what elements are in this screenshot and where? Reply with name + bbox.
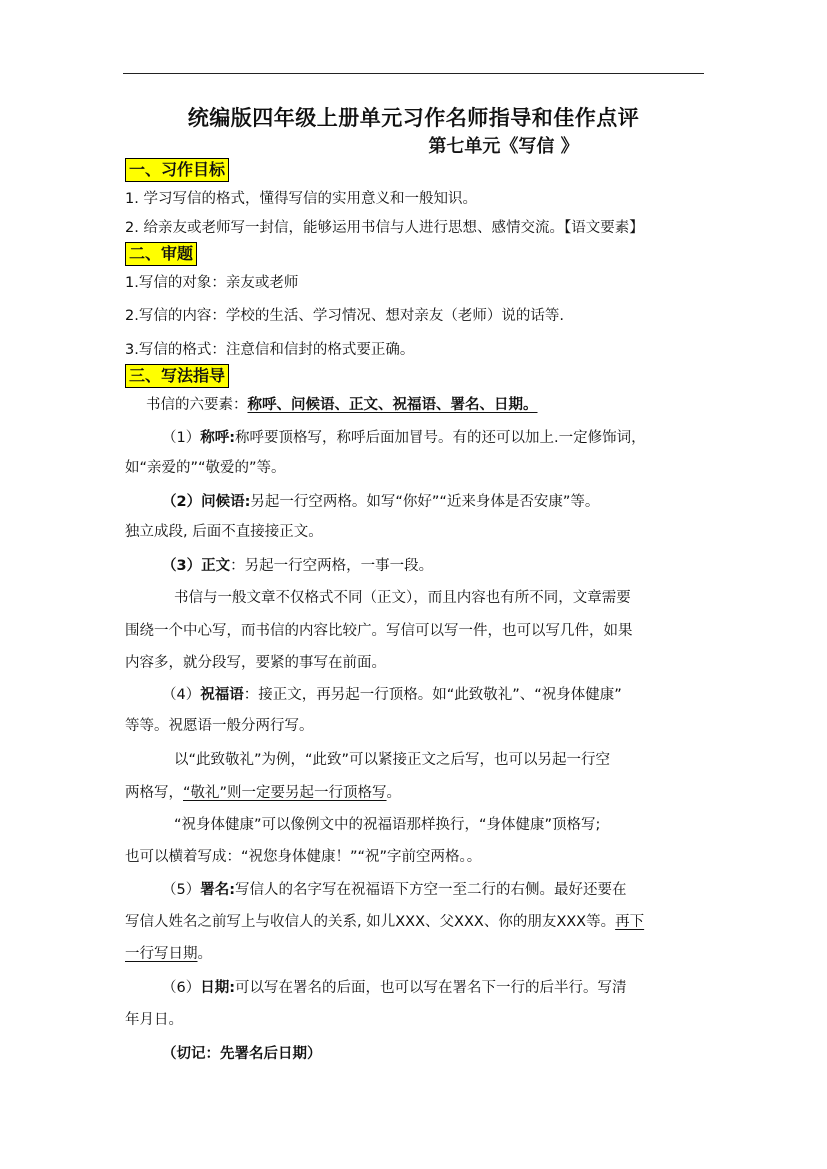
item-5-line (162, 880, 627, 900)
six-elements-line (146, 395, 538, 415)
body-paragraph-line-3: 内容多，就分段写，要紧的事写在前面。 (125, 655, 386, 671)
goal-line-2: 2. 给亲友或老师写一封信，能够运用书信与人进行思想、感情交流。【语文要素】 (125, 220, 644, 236)
greeting-example-line-1: 以“此致敬礼”为例，“此致”可以紧接正文之后写，也可以另起一行空 (174, 752, 611, 768)
greeting-example-line-2 (125, 783, 401, 803)
item-5-line-2 (125, 912, 644, 932)
review-line-3: 3.写信的格式：注意信和信封的格式要正确。 (125, 342, 415, 358)
item-3-term: （3）正文 (162, 558, 231, 574)
item-2-text: 另起一行空两格。如写“你好”“近来身体是否安康”等。 (250, 494, 600, 510)
health-example-line-2: 也可以横着写成：“祝您身体健康！”“祝”字前空两格。。 (125, 849, 482, 865)
item-3-line (162, 556, 433, 576)
document-title: 统编版四年级上册单元习作名师指导和佳作点评 (187, 106, 640, 130)
item-2-line-2: 独立成段, 后面不直接接正文。 (125, 524, 323, 540)
item-1-line (162, 428, 646, 448)
item-5-line-3-underlined: 一行写日期 (125, 946, 198, 962)
item-1-number: （1） (162, 430, 201, 446)
item-5-line-2-text: 写信人姓名之前写上与收信人的关系, 如儿XXX、父XXX、你的朋友XXX等。 (125, 914, 616, 930)
item-1-text: 称呼要顶格写，称呼后面加冒号。有的还可以加上.一定修饰词， (235, 430, 646, 446)
six-elements-label: 书信的六要素： (146, 397, 248, 413)
item-1-line-2: 如“亲爱的”“敬爱的”等。 (125, 460, 286, 476)
section-heading-review: 二、审题 (125, 242, 197, 266)
item-6-term: 日期: (200, 980, 236, 996)
item-4-line (162, 685, 622, 705)
body-paragraph-line-1: 书信与一般文章不仅格式不同（正文），而且内容也有所不同，文章需要 (174, 590, 631, 606)
body-paragraph-line-2: 围绕一个中心写，而书信的内容比较广。写信可以写一件，也可以写几件，如果 (125, 623, 633, 639)
greeting-example-underlined: “敬礼”则一定要另起一行顶格写 (183, 785, 387, 801)
review-line-2: 2.写信的内容：学校的生活、学习情况、想对亲友（老师）说的话等. (125, 308, 564, 324)
six-elements-list: 称呼、问候语、正文、祝福语、署名、日期。 (247, 397, 538, 413)
item-5-number: （5） (162, 882, 201, 898)
goal-line-1: 1. 学习写信的格式，懂得写信的实用意义和一般知识。 (125, 191, 477, 207)
item-5-line-2-underlined: 再下 (615, 914, 645, 930)
section-heading-goals: 一、习作目标 (125, 158, 229, 182)
item-1-term: 称呼: (200, 430, 236, 446)
item-2-line (162, 492, 599, 512)
item-6-number: （6） (162, 980, 201, 996)
item-4-number: （4） (162, 687, 201, 703)
item-6-line-2: 年月日。 (125, 1012, 183, 1028)
item-5-line-3 (125, 944, 212, 964)
reminder-line: （切记：先署名后日期） (162, 1046, 322, 1062)
review-line-1: 1.写信的对象：亲友或老师 (125, 275, 299, 291)
item-2-term: （2）问候语: (162, 494, 251, 510)
document-subtitle: 第七单元《写信 》 (428, 136, 579, 157)
item-6-text: 可以写在署名的后面，也可以写在署名下一行的后半行。写清 (235, 980, 627, 996)
section-heading-method: 三、写法指导 (125, 364, 229, 388)
item-5-term: 署名: (200, 882, 236, 898)
greeting-example-end: 。 (386, 785, 402, 801)
item-5-text: 写信人的名字写在祝福语下方空一至二行的右侧。最好还要在 (235, 882, 627, 898)
greeting-example-text: 两格写， (125, 785, 183, 801)
item-4-line-2: 等等。祝愿语一般分两行写。 (125, 718, 314, 734)
health-example-line-1: “祝身体健康”可以像例文中的祝福语那样换行，“身体健康”顶格写; (174, 817, 601, 833)
item-4-text: ：接正文，再另起一行顶格。如“此致敬礼”、“祝身体健康” (243, 687, 622, 703)
item-3-text: ：另起一行空两格，一事一段。 (230, 558, 434, 574)
item-6-line (162, 978, 627, 998)
item-5-line-3-end: 。 (197, 946, 212, 962)
header-rule (123, 73, 704, 74)
item-4-term: 祝福语 (200, 687, 244, 703)
